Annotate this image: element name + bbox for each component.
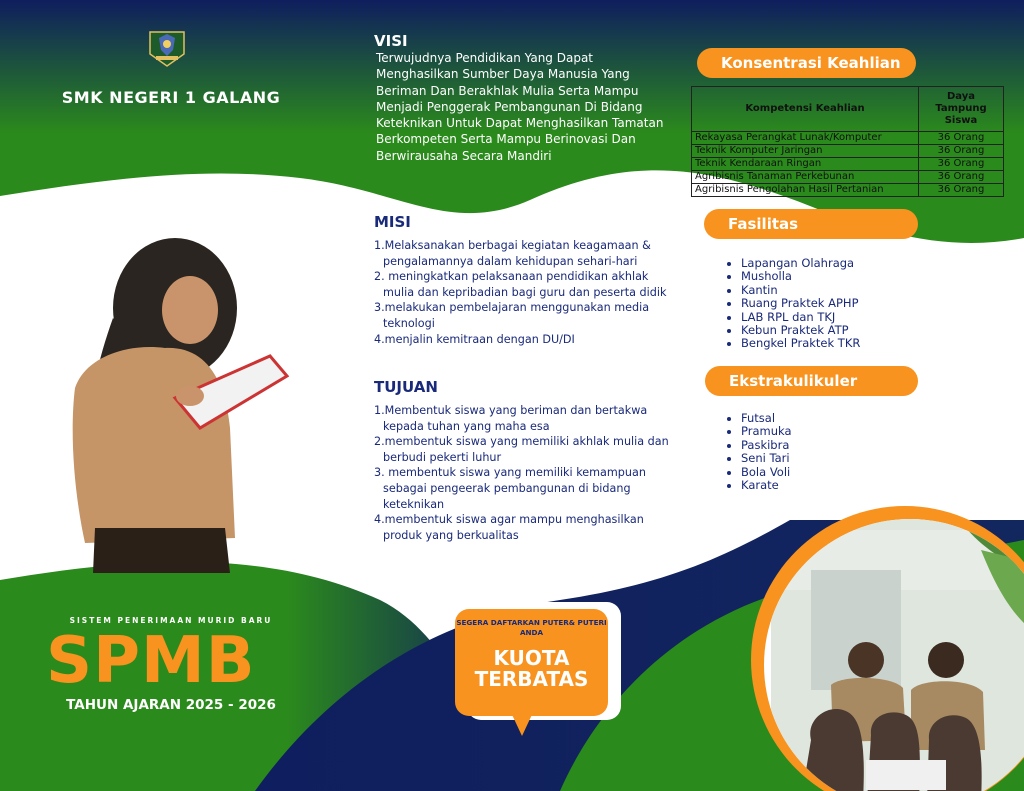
list-item: • Seni Tari <box>741 452 792 465</box>
cell-kompetensi: Agribisnis Tanaman Perkebunan <box>692 171 919 184</box>
cell-daya: 36 Orang <box>919 132 1004 145</box>
header-kompetensi: Kompetensi Keahlian <box>692 87 919 132</box>
fasilitas-heading: Fasilitas <box>704 209 918 239</box>
student-reading-photo <box>55 228 300 573</box>
spmb-caption: SISTEM PENERIMAAN MURID BARU <box>69 616 273 625</box>
tujuan-item: 1.Membentuk siswa yang beriman dan bertakwa kepada tuhan yang maha esa <box>374 404 648 433</box>
list-item: • Kebun Praktek ATP <box>741 324 860 337</box>
fasilitas-list <box>727 257 860 351</box>
list-item: • Ruang Praktek APHP <box>741 297 860 310</box>
ekstra-list <box>727 412 792 492</box>
cell-kompetensi: Agribisnis Pengolahan Hasil Pertanian <box>692 184 919 197</box>
cell-daya: 36 Orang <box>919 145 1004 158</box>
table-row <box>692 132 1004 145</box>
school-name: SMK NEGERI 1 GALANG <box>61 88 281 107</box>
table-row <box>692 145 1004 158</box>
cell-daya: 36 Orang <box>919 171 1004 184</box>
cell-daya: 36 Orang <box>919 184 1004 197</box>
misi-item: 1.Melaksanakan berbagai kegiatan keagamaan & pengalamannya dalam kehidupan sehari-hari <box>374 239 651 268</box>
cta-big-text <box>455 648 608 690</box>
visi-heading: VISI <box>374 32 408 50</box>
list-item: • Lapangan Olahraga <box>741 257 860 270</box>
misi-list <box>373 238 673 347</box>
table-row <box>692 171 1004 184</box>
konsentrasi-heading: Konsentrasi Keahlian <box>697 48 916 78</box>
bubble-tail <box>508 706 536 736</box>
misi-item: 3.melakukan pembelajaran menggunakan media teknologi <box>374 301 650 330</box>
list-item: • Paskibra <box>741 439 792 452</box>
list-item: • Karate <box>741 479 792 492</box>
tujuan-item: 4.membentuk siswa agar mampu menghasilkan produk yang berkualitas <box>374 513 644 542</box>
list-item: • Futsal <box>741 412 792 425</box>
table-row <box>692 184 1004 197</box>
cta-line-2: TERBATAS <box>474 667 589 691</box>
list-item: • Bengkel Praktek TKR <box>741 337 860 350</box>
list-item: • Musholla <box>741 270 860 283</box>
list-item: • Kantin <box>741 284 860 297</box>
tujuan-heading: TUJUAN <box>374 378 438 396</box>
list-item: • Bola Voli <box>741 466 792 479</box>
list-item: • Pramuka <box>741 425 792 438</box>
spmb-title: SPMB <box>46 624 256 698</box>
ekstra-heading: Ekstrakulikuler <box>705 366 918 396</box>
cell-daya: 36 Orang <box>919 158 1004 171</box>
misi-item: 4.menjalin kemitraan dengan DU/DI <box>374 332 575 346</box>
students-group-photo <box>771 510 1024 791</box>
misi-heading: MISI <box>374 213 411 231</box>
list-item: • LAB RPL dan TKJ <box>741 311 860 324</box>
table-header-row <box>692 87 1004 132</box>
misi-item: 2. meningkatkan pelaksanaan pendidikan akhlak mulia dan kepribadian bagi guru dan peserta didik <box>374 270 667 299</box>
cell-kompetensi: Teknik Kendaraan Ringan <box>692 158 919 171</box>
school-crest-icon <box>147 30 187 68</box>
konsentrasi-table <box>691 86 1004 197</box>
cta-line-1: KUOTA <box>493 646 570 670</box>
tujuan-item: 2.membentuk siswa yang memiliki akhlak mulia dan berbudi pekerti luhur <box>374 435 669 464</box>
cell-kompetensi: Rekayasa Perangkat Lunak/Komputer <box>692 132 919 145</box>
visi-text: Terwujudnya Pendidikan Yang Dapat Menghasilkan Sumber Daya Manusia Yang Beriman Dan Berakhlak Mulia Serta Mampu Menjadi Penggerak Pembangunan Di Bidang Keteknikan Untuk Dapat Menghasilkan Tamatan Berkompeten Serta Mampu Berinovasi Dan Berwirausaha Secara Mandiri <box>376 51 664 163</box>
tujuan-list <box>373 403 673 543</box>
header-daya-tampung: Daya Tampung Siswa <box>919 87 1004 132</box>
spmb-year: TAHUN AJARAN 2025 - 2026 <box>66 697 276 713</box>
cell-kompetensi: Teknik Komputer Jaringan <box>692 145 919 158</box>
table-row <box>692 158 1004 171</box>
cta-small-text: SEGERA DAFTARKAN PUTER& PUTERI ANDA <box>456 618 607 637</box>
tujuan-item: 3. membentuk siswa yang memiliki kemampuan sebagai pengeerak pembangunan di bidang keteknikan <box>374 466 646 511</box>
